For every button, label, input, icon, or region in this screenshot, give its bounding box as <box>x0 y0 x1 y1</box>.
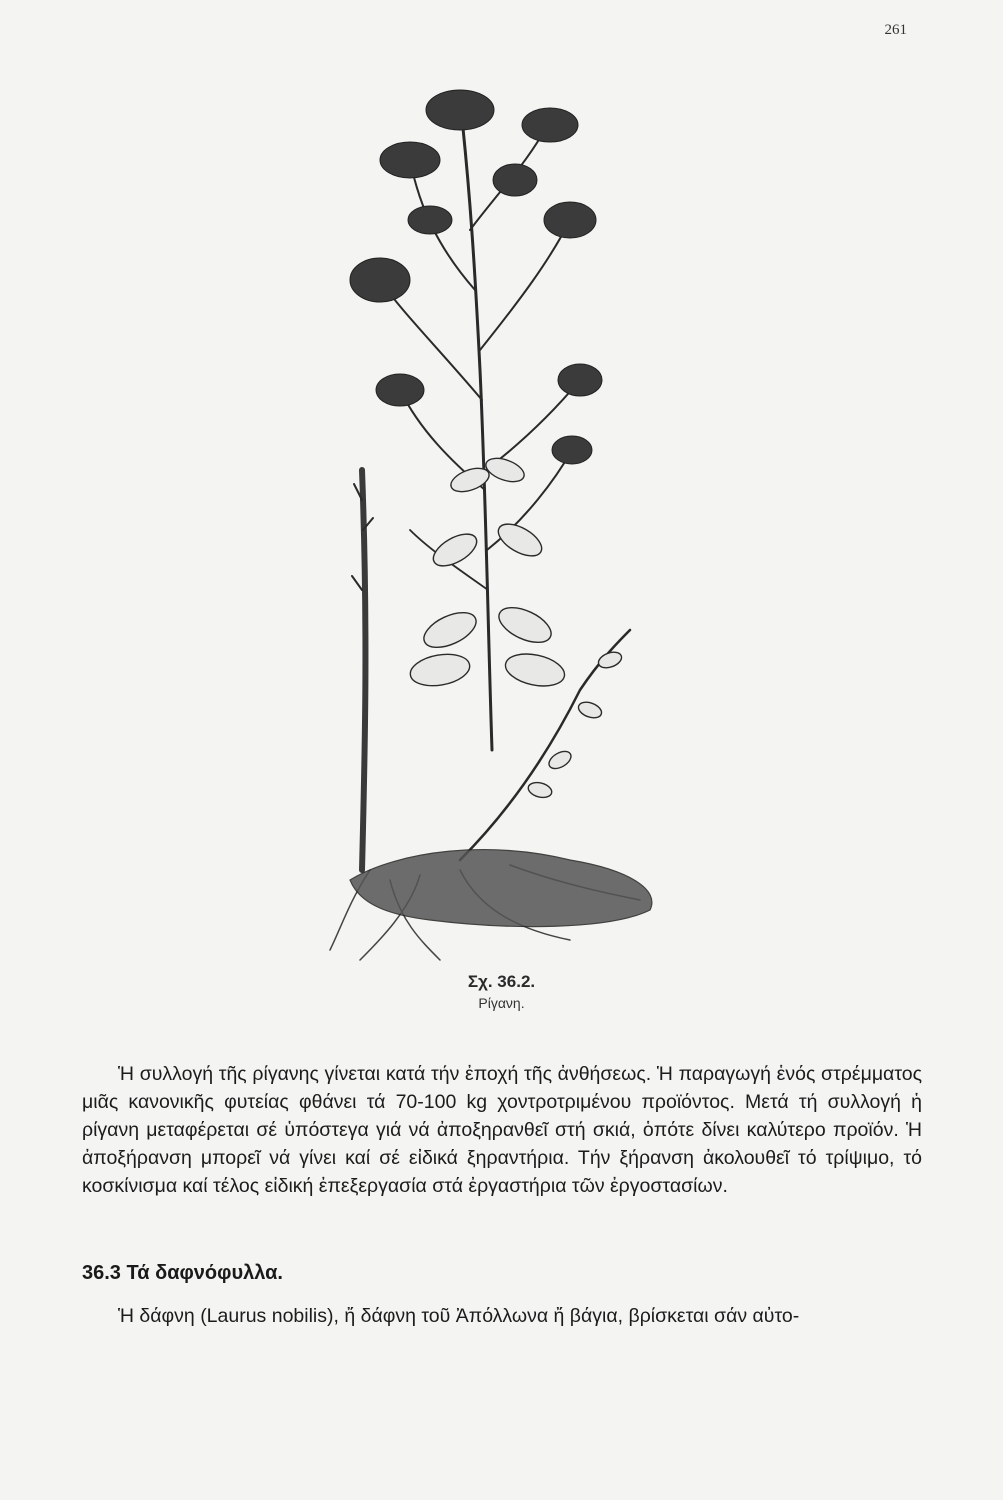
figure-caption <box>0 972 1003 1011</box>
section-heading: 36.3 Τά δαφνόφυλλα. <box>82 1262 283 1284</box>
figure-title: Ρίγανη. <box>478 995 525 1011</box>
body-paragraph-continued: Ἡ δάφνη (Laurus nobilis), ἤ δάφνη τοῦ Ἀπόλλωνα ἤ βάγια, βρίσκεται σάν αὐτο- <box>118 1305 800 1327</box>
page-number: 261 <box>884 22 907 38</box>
body-paragraph: Ἡ συλλογή τῆς ρίγανης γίνεται κατά τήν ἐποχή τῆς ἀνθήσεως. Ἡ παραγωγή ἑνός στρέμματος μιᾶς κανονικῆς φυτείας φθάνει τά 70-100 kg χοντροτριμένου προϊόντος. Μετά τή συλλογή ἡ ρίγανη μεταφέρεται σέ ὑπόστεγα γιά νά ἀποξηρανθεῖ στή σκιά, ὁπότε δίνει καλύτερο προϊόν. Ἡ ἀποξήρανση μπορεῖ νά γίνει καί σέ εἰδικά ξηραντήρια. Τήν ξήρανση ἀκολουθεῖ τό τρίψιμο, τό κοσκίνισμα καί τέλος εἰδική ἐπεξεργασία στά ἐργαστήρια τῶν ἐργοστασίων. <box>82 1063 922 1197</box>
figure-number: Σχ. 36.2. <box>467 972 536 991</box>
oregano-illustration <box>310 70 700 970</box>
